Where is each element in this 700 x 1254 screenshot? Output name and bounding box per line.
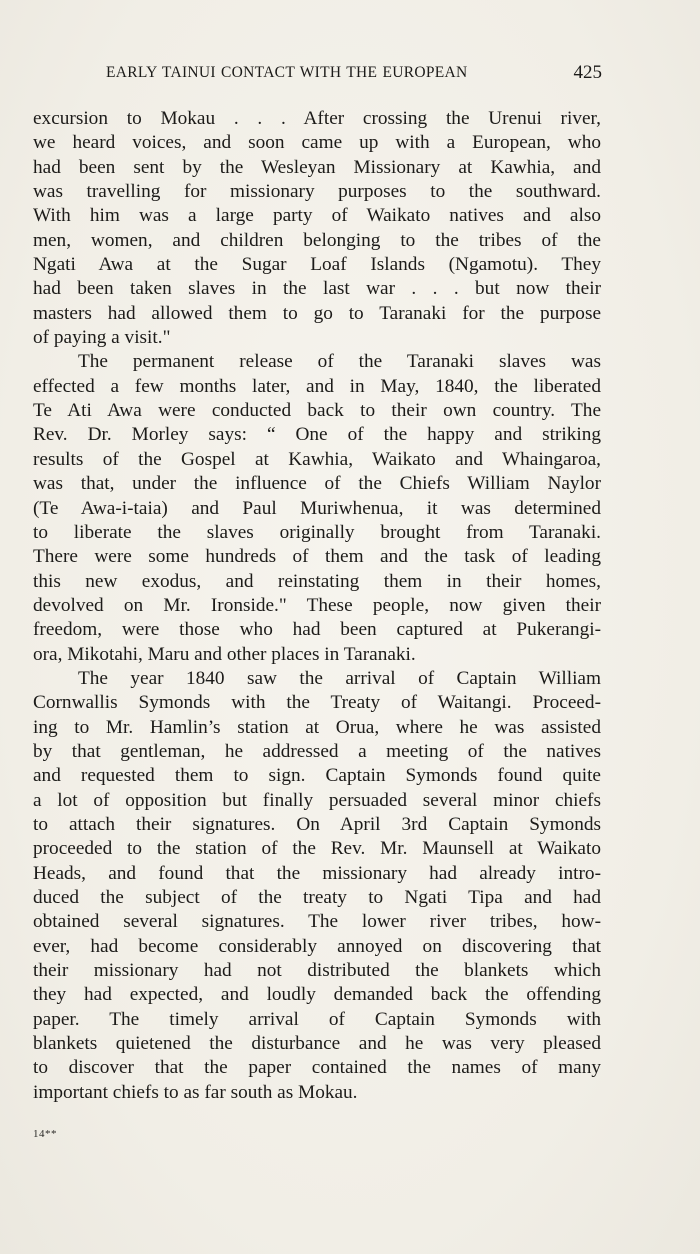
text-line: had been taken slaves in the last war . . . but now their xyxy=(33,278,601,300)
text-line: Rev. Dr. Morley says: “ One of the happy and striking xyxy=(33,424,601,446)
text-line: men, women, and children belonging to the tribes of the xyxy=(33,229,601,251)
text-line: devolved on Mr. Ironside." These people, now given their xyxy=(33,594,601,616)
text-line: obtained several signatures. The lower river tribes, how- xyxy=(33,911,601,933)
text-line: Ngati Awa at the Sugar Loaf Islands (Ngamotu). They xyxy=(33,254,601,276)
text-line: this new exodus, and reinstating them in their homes, xyxy=(33,570,601,592)
text-line: (Te Awa-i-taia) and Paul Muriwhenua, it was determined xyxy=(33,497,601,519)
text-line: paper. The timely arrival of Captain Symonds with xyxy=(33,1008,601,1030)
text-line: freedom, were those who had been captured at Pukerangi- xyxy=(33,619,601,641)
text-line: There were some hundreds of them and the task of leading xyxy=(33,546,601,568)
running-head xyxy=(106,62,602,86)
text-line: The year 1840 saw the arrival of Captain William xyxy=(78,667,601,689)
text-line: Te Ati Awa were conducted back to their own country. The xyxy=(33,400,601,422)
text-line: ever, had become considerably annoyed on discovering that xyxy=(33,935,601,957)
text-line: blankets quietened the disturbance and he was very pleased xyxy=(33,1033,601,1055)
text-line: to attach their signatures. On April 3rd Captain Symonds xyxy=(33,813,601,835)
text-line: results of the Gospel at Kawhia, Waikato and Whaingaroa, xyxy=(33,448,601,470)
text-line: and requested them to sign. Captain Symonds found quite xyxy=(33,765,601,787)
page-number: 425 xyxy=(573,62,602,83)
text-line: important chiefs to as far south as Mokau. xyxy=(33,1081,358,1103)
body-text xyxy=(33,107,601,1105)
text-line: Heads, and found that the missionary had already intro- xyxy=(33,862,601,884)
paragraph xyxy=(33,667,601,1105)
text-line: a lot of opposition but finally persuaded several minor chiefs xyxy=(33,789,601,811)
text-line: ora, Mikotahi, Maru and other places in Taranaki. xyxy=(33,643,416,665)
paragraph xyxy=(33,107,601,350)
signature-mark: 14** xyxy=(33,1128,57,1140)
text-line: of paying a visit." xyxy=(33,327,171,349)
text-line: was that, under the influence of the Chiefs William Naylor xyxy=(33,473,601,495)
text-line: to liberate the slaves originally brought from Taranaki. xyxy=(33,521,601,543)
text-line: was travelling for missionary purposes to the southward. xyxy=(33,181,601,203)
text-line: duced the subject of the treaty to Ngati Tipa and had xyxy=(33,887,601,908)
text-line: With him was a large party of Waikato natives and also xyxy=(33,205,601,227)
paragraph xyxy=(33,350,601,666)
text-line: to discover that the paper contained the names of many xyxy=(33,1057,601,1079)
text-line: ing to Mr. Hamlin’s station at Orua, where he was assisted xyxy=(33,716,601,738)
text-line: we heard voices, and soon came up with a European, who xyxy=(33,132,601,154)
text-line: excursion to Mokau . . . After crossing the Urenui river, xyxy=(33,108,601,129)
text-line: their missionary had not distributed the blankets which xyxy=(33,960,601,982)
text-line: The permanent release of the Taranaki slaves was xyxy=(78,351,601,373)
text-line: had been sent by the Wesleyan Missionary at Kawhia, and xyxy=(33,156,601,178)
text-line: by that gentleman, he addressed a meeting of the natives xyxy=(33,740,601,762)
running-title: EARLY TAINUI CONTACT WITH THE EUROPEAN xyxy=(106,64,468,81)
text-line: effected a few months later, and in May, 1840, the liberated xyxy=(33,375,601,397)
text-line: masters had allowed them to go to Taranaki for the purpose xyxy=(33,302,601,324)
text-line: they had expected, and loudly demanded back the offending xyxy=(33,984,601,1006)
text-line: Cornwallis Symonds with the Treaty of Waitangi. Proceed- xyxy=(33,692,601,714)
text-line: proceeded to the station of the Rev. Mr. Maunsell at Waikato xyxy=(33,838,601,860)
